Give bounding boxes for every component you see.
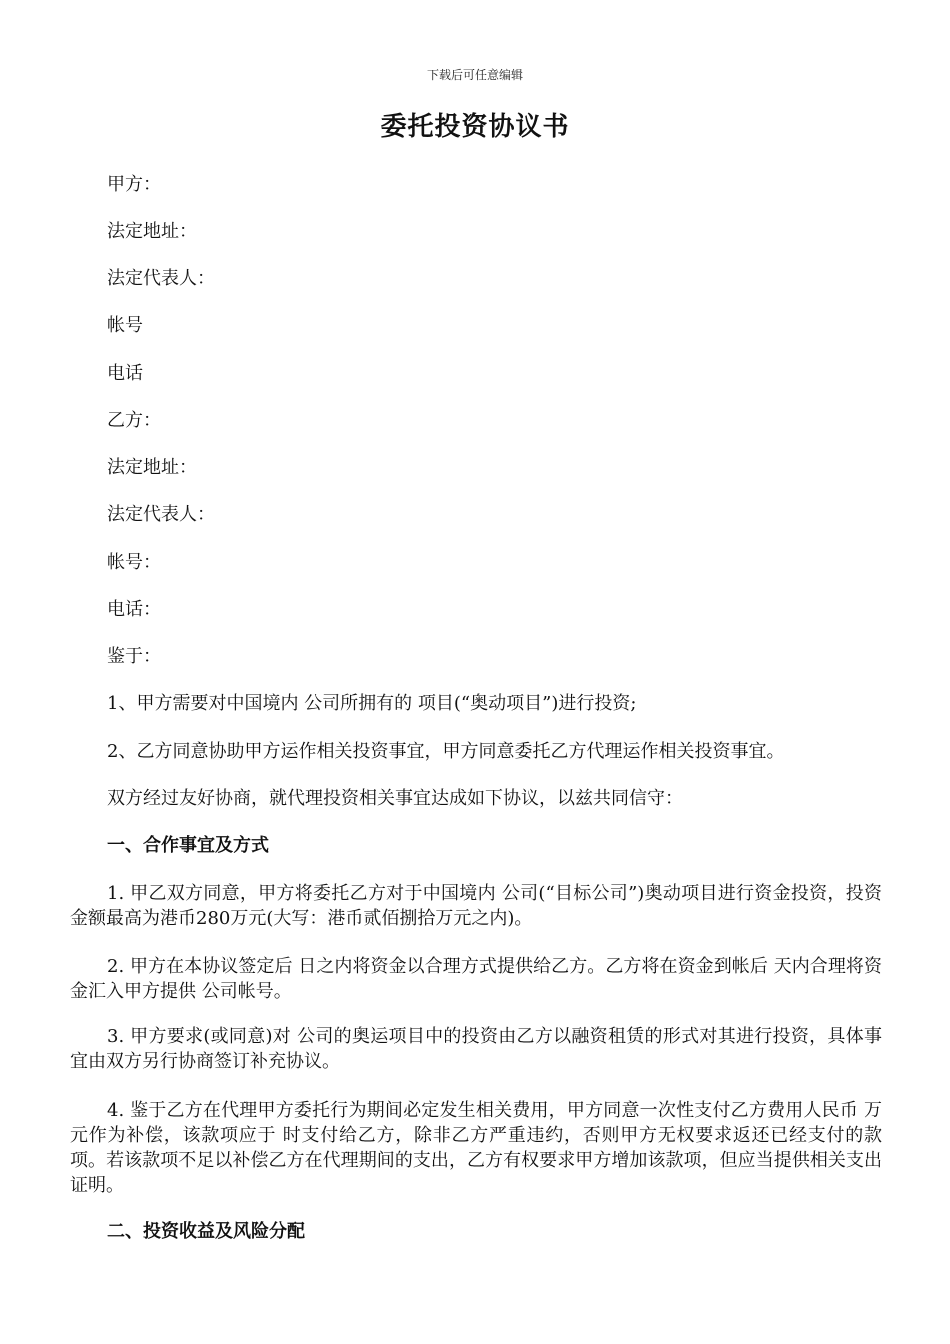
header-note: 下载后可任意编辑	[426, 68, 523, 82]
whereas-label: 鉴于：	[107, 646, 161, 667]
document-title: 委托投资协议书	[380, 112, 570, 142]
recital-2: 2、乙方同意协助甲方运作相关投资事宜，甲方同意委托乙方代理运作相关投资事宜。	[107, 741, 785, 762]
recital-agreement: 双方经过友好协商，就代理投资相关事宜达成如下协议，以兹共同信守：	[107, 788, 683, 809]
party-b-phone-label: 电话：	[107, 599, 161, 620]
party-b-representative-label: 法定代表人：	[107, 504, 215, 525]
clause-3: 3. 甲方要求(或同意)对 公司的奥运项目中的投资由乙方以融资租赁的形式对其进行投资，具体事宜由双方另行协商签订补充协议。	[70, 1026, 882, 1072]
party-b-address-label: 法定地址：	[107, 457, 197, 478]
party-a-address-label: 法定地址：	[107, 221, 197, 242]
party-a-representative-label: 法定代表人：	[107, 268, 215, 289]
party-a-account-label: 帐号	[107, 315, 143, 336]
recital-1: 1、甲方需要对中国境内 公司所拥有的 项目(“奥动项目”)进行投资;	[107, 693, 637, 714]
clause-4: 4. 鉴于乙方在代理甲方委托行为期间必定发生相关费用，甲方同意一次性支付乙方费用人民币 万元作为补偿，该款项应于 时支付给乙方，除非乙方严重违约，否则甲方无权要求返还已经支付的款项。若该款项不足以补偿乙方在代理期间的支出，乙方有权要求甲方增加该款项，但应当提供相关支出证明。	[70, 1100, 882, 1196]
section-1-heading: 一、合作事宜及方式	[107, 835, 269, 856]
party-b-label: 乙方：	[107, 410, 161, 431]
clause-1: 1. 甲乙双方同意，甲方将委托乙方对于中国境内 公司(“目标公司”)奥动项目进行资金投资，投资金额最高为港币280万元(大写：港币贰佰捌拾万元之内)。	[70, 883, 882, 929]
party-a-label: 甲方：	[107, 174, 161, 195]
party-b-account-label: 帐号：	[107, 552, 161, 573]
section-2-heading: 二、投资收益及风险分配	[107, 1221, 305, 1242]
clause-2: 2. 甲方在本协议签定后 日之内将资金以合理方式提供给乙方。乙方将在资金到帐后 天内合理将资金汇入甲方提供 公司帐号。	[70, 956, 882, 1002]
party-a-phone-label: 电话	[107, 363, 143, 384]
